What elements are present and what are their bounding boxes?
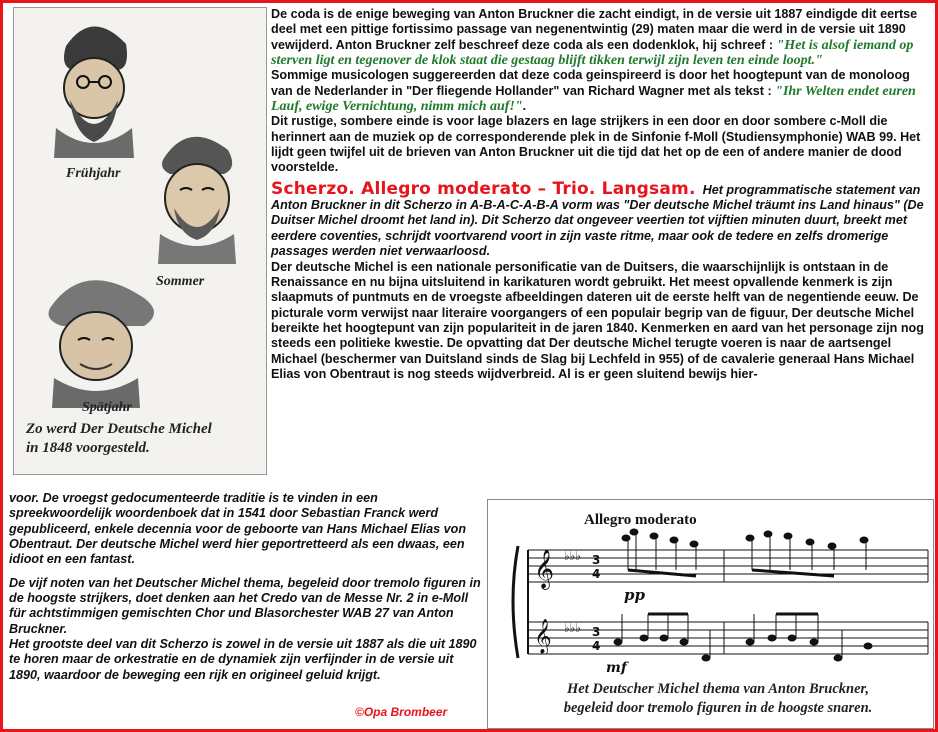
- paragraph-ending: Dit rustige, sombere einde is voor lage blazers en lage strijkers in een door en door sombere c-Moll die herinnert aan de muziek op de corresponderende plek in de Sinfonie f-Moll (Studiensymphonie) WAB 99. Het lijdt geen twijfel uit de brieven van Anton Bruckner uit die tijd dat het op de een of andere manier de dood voorstelde.: [271, 114, 921, 175]
- score-caption-line-2: begeleid door tremolo figuren in de hoogste snaren.: [563, 700, 873, 716]
- copyright-mark: ©Opa Brombeer: [355, 705, 448, 719]
- tempo-marking: Allegro moderato: [584, 512, 697, 528]
- svg-text:3: 3: [592, 553, 601, 567]
- svg-text:♭♭♭: ♭♭♭: [564, 549, 581, 563]
- svg-text:𝄞: 𝄞: [534, 619, 552, 654]
- illustration-caption: [26, 420, 258, 458]
- paragraph-michel: Der deutsche Michel is een nationale personificatie van de Duitsers, die waarschijnlijk is ontstaan in de Renaissance en nu bijna uitsluitend in karikaturen wordt gebruikt. Het meest opvallende kenmerk is zijn slaapmuts of puntmuts en de vroegste afbeeldingen dateren uit de eerste helft van de negentiende eeuw. De picturale vorm verwijst naar literaire voorgangers of een populair begrip van de figuur, Der deutsche Michel bereikte het hoogtepunt van zijn populariteit in de jaren 1840. Kenmerken en aard van het personage zijn nog steeds een politieke kwestie. De opvatting dat Der deutsche Michel terugte voeren is naar de aartsengel Michael (beschermer van Duitsland sinds de Slag bij Lechfeld in 955) of de cavalerie generaal Hans Michael Elias von Obentraut is nog steeds wijdverbreid. Al is er geen sluitend bewijs hier-: [271, 259, 924, 381]
- label-summer: Sommer: [156, 274, 205, 289]
- paragraph-wagner: [271, 68, 931, 114]
- dynamic-pp: pp: [624, 586, 645, 604]
- label-late: Spätjahr: [82, 400, 132, 415]
- wagner-text: Sommige musicologen suggereerden dat deze coda geinspireerd is door het hoogtepunt van de monoloog van de Nederlander in "Der fliegende Hollander" van Richard Wagner met als tekst :: [271, 68, 910, 98]
- music-score: [487, 499, 934, 729]
- coda-text: De coda is de enige beweging van Anton Bruckner die zacht eindigt, in de versie uit 1887 eindigde dit eertse deel met een pittige fortissimo passage van negenentwintig (29) maten maar die werd in de versie uit 1890 vewijderd. Anton Bruckner zelf beschreef deze coda als een dodenklok, hij schreef :: [271, 7, 918, 52]
- scherzo-text: Het programmatische statement van Anton Bruckner in dit Scherzo in A-B-A-C-A-B-A vorm was "Der deutsche Michel träumt ins Land hinaus" (De Duitser Michel droomt het land in). Dit Scherzo dat ongeveer veertien tot vijftien minuten duurt, breekt met eerdere coventies, schrijdt voortvarend voort in zijn vaste ritme, maar ook de tedere en zelfs dromerige passages werden niet verwaarloosd.: [271, 182, 924, 259]
- lower-left-text-column: [9, 491, 483, 683]
- scherzo-heading: Scherzo. Allegro moderato – Trio. Langsam.: [271, 178, 696, 199]
- dynamic-mf: mf: [606, 660, 627, 676]
- michel-illustration: [13, 7, 267, 475]
- svg-text:3: 3: [592, 625, 601, 639]
- svg-text:𝄞: 𝄞: [534, 549, 555, 589]
- label-spring: Frühjahr: [66, 166, 121, 181]
- score-image: [488, 500, 933, 678]
- paragraph-coda: [271, 7, 931, 68]
- coda-quote: "Het is alsof iemand op sterven ligt en tegenover de klok staat die gestaag blijft tikken terwijl zijn leven ten einde loopt.": [271, 37, 914, 69]
- caricature-heads-image: [14, 8, 266, 418]
- svg-text:4: 4: [592, 639, 601, 653]
- head-summer: [158, 137, 236, 264]
- paragraph-michel-cont: voor. De vroegst gedocumenteerde traditie is te vinden in een spreekwoordelijk woordenboek dat in 1541 door Sebastian Franck werd gepubliceerd, enkele decennia voor de geboorte van Hans Michael Elias von Obentraut. Der deutsche Michel werd hier geportretteerd als een dwaas, een idioot en een fantast.: [9, 491, 467, 567]
- score-caption: [508, 680, 928, 718]
- head-spring: [54, 26, 134, 158]
- caption-line-2: in 1848 voorgesteld.: [26, 440, 150, 456]
- svg-text:♭♭♭: ♭♭♭: [564, 621, 581, 635]
- score-caption-line-1: Het Deutscher Michel thema van Anton Bruckner,: [567, 681, 869, 697]
- svg-text:4: 4: [592, 567, 601, 581]
- wagner-period: .: [522, 99, 527, 114]
- paragraph-scherzo: [271, 178, 931, 260]
- caption-line-1: Zo werd Der Deutsche Michel: [26, 421, 212, 437]
- head-late: [49, 280, 155, 408]
- paragraph-versions: Het grootste deel van dit Scherzo is zowel in de versie uit 1887 als die uit 1890 te horen maar de orkestratie en de dynamiek zijn verfijnder in de versie uit 1890, waardoor de beweging een rijk en origineel geluid krijgt.: [9, 637, 477, 682]
- wagner-quote: "Ihr Welten endet euren Lauf, ewige Vernichtung, nimm mich auf!": [271, 83, 916, 115]
- paragraph-theme: De vijf noten van het Deutscher Michel thema, begeleid door tremolo figuren in de hoogste strijkers, doet denken aan het Credo van de Messe Nr. 2 in e-Moll für achtstimmigen gemischten Chor und Blasorchester WAB 27 van Anton Bruckner.: [9, 575, 481, 636]
- right-text-column: [271, 7, 931, 382]
